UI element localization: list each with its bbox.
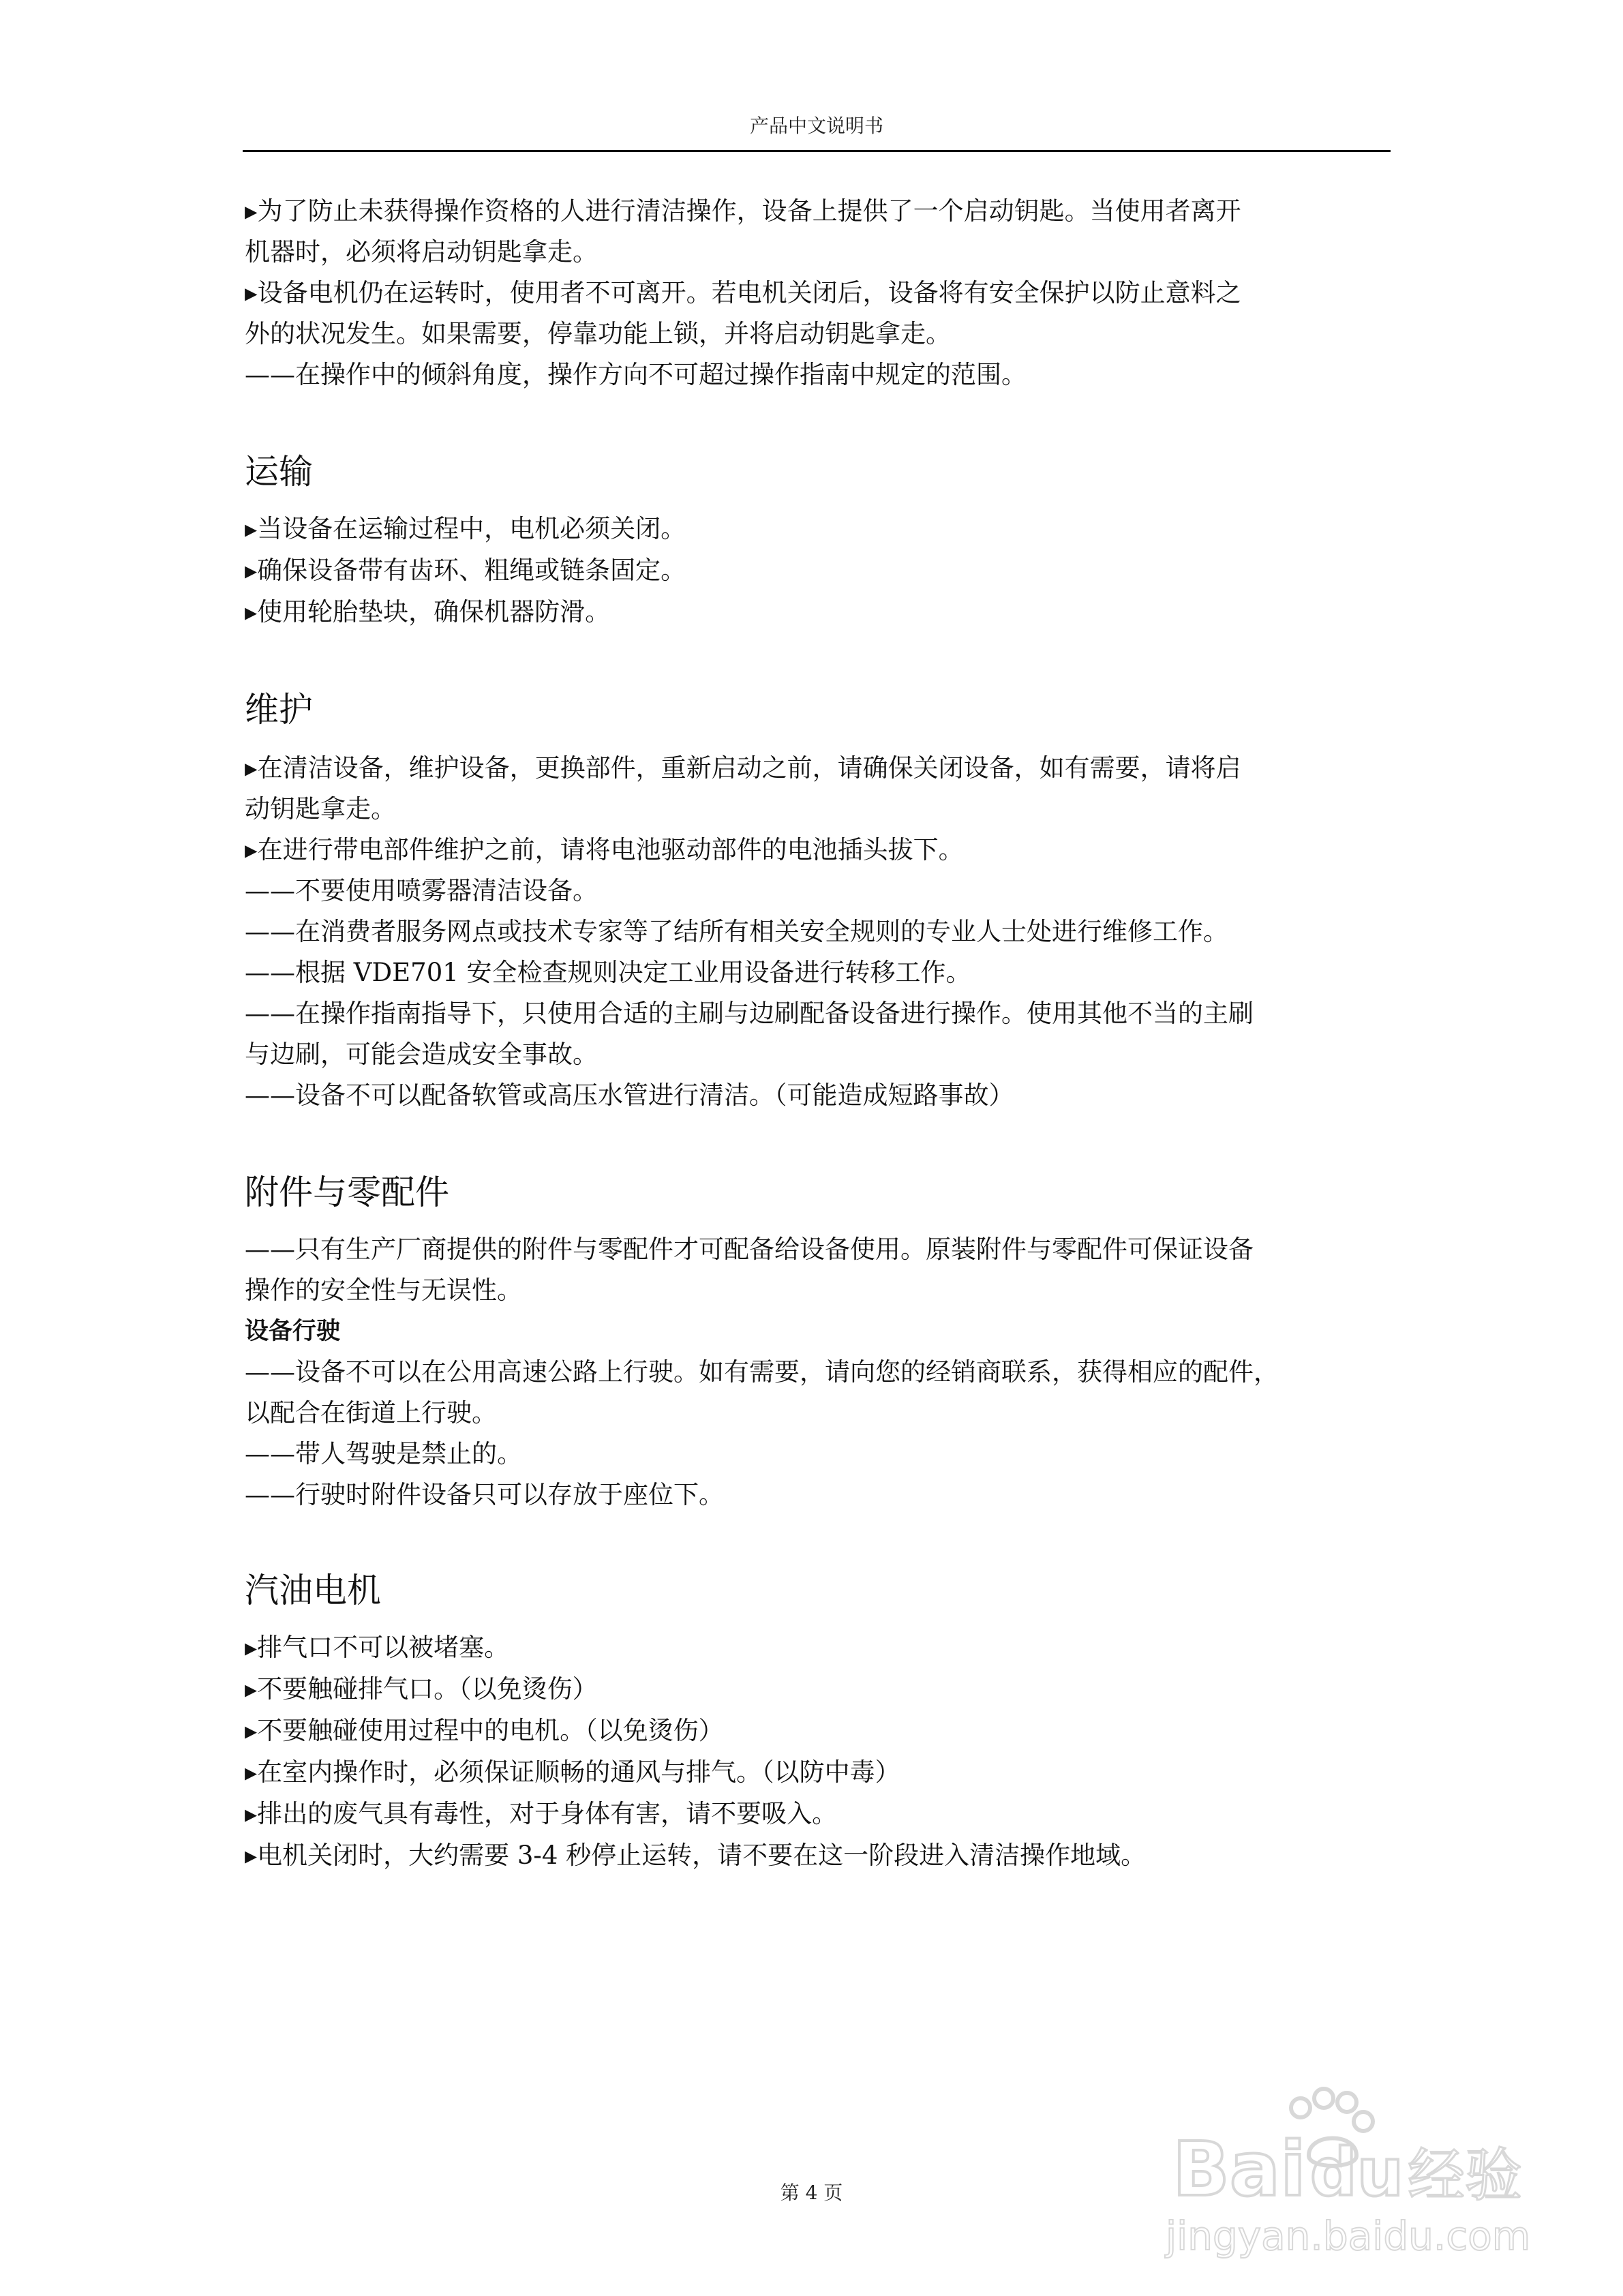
engine-line-2: ▸ 不要触碰排气口。（以免烫伤） bbox=[245, 1669, 1390, 1710]
maintenance-line-3: ▸在进行带电部件维护之前，请将电池驱动部件的电池插头拔下。 bbox=[245, 835, 964, 864]
maintenance-line-1: ▸在清洁设备，维护设备，更换部件，重新启动之前，请确保关闭设备，如有需要，请将启 bbox=[245, 753, 1241, 783]
engine-line-1: ▸ 排气口不可以被堵塞。 bbox=[245, 1627, 1390, 1669]
engine-line-3: ▸ 不要触碰使用过程中的电机。（以免烫伤） bbox=[245, 1710, 1390, 1752]
section-title-maintenance: 维护 bbox=[245, 690, 313, 729]
maintenance-line-2: 动钥匙拿走。 bbox=[245, 794, 396, 824]
page-content bbox=[245, 191, 1390, 1877]
svg-text:Bai: Bai bbox=[1172, 2126, 1306, 2213]
svg-text:du: du bbox=[1310, 2134, 1404, 2211]
page-number: 第 4 页 bbox=[780, 2181, 843, 2204]
maintenance-line-8: 与边刷，可能会造成安全事故。 bbox=[245, 1040, 598, 1069]
header-divider bbox=[243, 150, 1391, 152]
maintenance-line-6: ——根据 VDE701 安全检查规则决定工业用设备进行转移工作。 bbox=[245, 958, 971, 987]
intro-line-4: 外的状况发生。如果需要，停靠功能上锁，并将启动钥匙拿走。 bbox=[245, 319, 951, 348]
maintenance-line-4: ——不要使用喷雾器清洁设备。 bbox=[245, 876, 598, 905]
accessories-line-2: 操作的安全性与无误性。 bbox=[245, 1275, 522, 1305]
intro-line-5: ——在操作中的倾斜角度，操作方向不可超过操作指南中规定的范围。 bbox=[245, 360, 1027, 389]
intro-line-1: ▸为了防止未获得操作资格的人进行清洁操作，设备上提供了一个启动钥匙。当使用者离开 bbox=[245, 196, 1241, 226]
section-title-engine: 汽油电机 bbox=[245, 1571, 381, 1610]
intro-line-2: 机器时，必须将启动钥匙拿走。 bbox=[245, 237, 598, 267]
driving-line-1: ——设备不可以在公用高速公路上行驶。如有需要，请向您的经销商联系，获得相应的配件， bbox=[245, 1357, 1279, 1387]
section-title-transport: 运输 bbox=[245, 452, 313, 492]
page-header: 产品中文说明书 bbox=[749, 115, 883, 137]
engine-line-4: ▸ 在室内操作时，必须保证顺畅的通风与排气。（以防中毒） bbox=[245, 1752, 1390, 1794]
maintenance-line-9: ——设备不可以配备软管或高压水管进行清洁。（可能造成短路事故） bbox=[245, 1081, 1014, 1110]
maintenance-line-5: ——在消费者服务网点或技术专家等了结所有相关安全规则的专业人士处进行维修工作。 bbox=[245, 917, 1228, 946]
subheading-driving: 设备行驶 bbox=[245, 1318, 341, 1345]
transport-line-2: ▸ 确保设备带有齿环、粗绳或链条固定。 bbox=[245, 550, 1390, 592]
driving-line-3: ——带人驾驶是禁止的。 bbox=[245, 1439, 522, 1468]
transport-line-1: ▸ 当设备在运输过程中，电机必须关闭。 bbox=[245, 509, 1390, 550]
transport-line-3: ▸ 使用轮胎垫块，确保机器防滑。 bbox=[245, 592, 1390, 633]
intro-line-3: ▸设备电机仍在运转时，使用者不可离开。若电机关闭后，设备将有安全保护以防止意料之 bbox=[245, 278, 1241, 307]
svg-text:jingyan.baidu.com: jingyan.baidu.com bbox=[1166, 2213, 1531, 2259]
baidu-watermark-logo bbox=[1152, 2079, 1534, 2263]
engine-line-6: ▸ 电机关闭时，大约需要 3-4 秒停止运转，请不要在这一阶段进入清洁操作地域。 bbox=[245, 1835, 1390, 1877]
driving-line-2: 以配合在街道上行驶。 bbox=[245, 1398, 497, 1428]
accessories-line-1: ——只有生产厂商提供的附件与零配件才可配备给设备使用。原装附件与零配件可保证设备 bbox=[245, 1235, 1254, 1264]
maintenance-line-7: ——在操作指南指导下，只使用合适的主刷与边刷配备设备进行操作。使用其他不当的主刷 bbox=[245, 999, 1254, 1028]
svg-text:经验: 经验 bbox=[1408, 2142, 1523, 2209]
section-title-accessories: 附件与零配件 bbox=[245, 1173, 449, 1212]
engine-line-5: ▸ 排出的废气具有毒性，对于身体有害，请不要吸入。 bbox=[245, 1794, 1390, 1835]
driving-line-4: ——行驶时附件设备只可以存放于座位下。 bbox=[245, 1480, 724, 1509]
